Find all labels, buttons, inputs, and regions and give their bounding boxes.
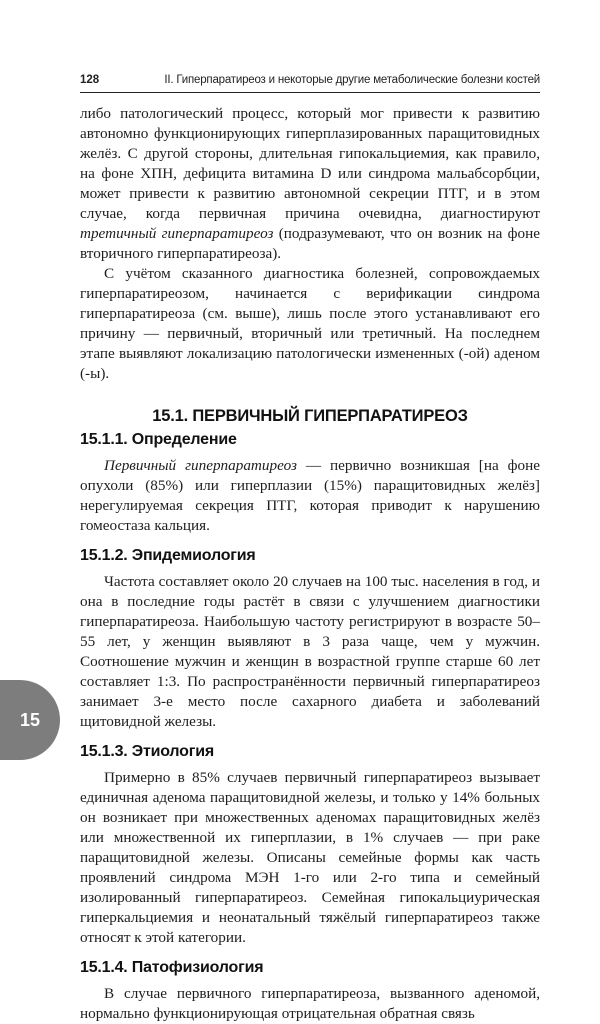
section-title: 15.1. ПЕРВИЧНЫЙ ГИПЕРПАРАТИРЕОЗ (152, 407, 468, 425)
page-content (80, 104, 540, 1024)
pathophysiology-paragraph: В случае первичного гиперпаратиреоза, вызванного аденомой, нормально функционирующая отрицательная обратная связь (80, 985, 540, 1022)
running-title: II. Гиперпаратиреоз и некоторые другие метаболические болезни костей (164, 74, 540, 86)
definition-term: Первичный гиперпаратиреоз (104, 457, 297, 474)
etiology-paragraph: Примерно в 85% случаев первичный гиперпаратиреоз вызывает единичная аденома паращитовидной железы, и только у 14% больных он возникает при множественных аденомах паращитовидных желёз или множественной их гиперплазии, в 1% случаев — при раке паращитовидной железы. Описаны семейные формы как часть проявлений синдрома МЭН 1-го или 2-го типа и семейный изолированный гиперпаратиреоз. Семейная гипокальциурическая гиперкальциемия и неонатальный тяжёлый гиперпаратиреоз также относят к этой категории. (80, 769, 540, 946)
definition-paragraph (80, 456, 540, 536)
page-number: 128 (80, 74, 100, 86)
intro-emphasis: третичный гиперпаратиреоз (80, 225, 274, 242)
chapter-tab (0, 680, 60, 760)
chapter-tab-number: 15 (19, 709, 41, 730)
definition-heading: 15.1.1. Определение (80, 431, 237, 448)
epidemiology-paragraph: Частота составляет около 20 случаев на 100 тыс. населения в год, и она в последние годы растёт в связи с улучшением диагностики гиперпаратиреоза. Наибольшую частоту регистрируют в возрасте 50–55 лет, у женщин выявляют в 3 раза чаще, чем у мужчин. Соотношение мужчин и женщин в возрастной группе старше 60 лет составляет 1:3. По распространённости первичный гиперпаратиреоз занимает 3-е место после сахарного диабета и заболеваний щитовидной железы. (80, 573, 540, 730)
running-header (80, 70, 540, 93)
intro-paragraph-2: С учётом сказанного диагностика болезней, сопровождаемых гиперпаратиреозом, начинается с верификации синдрома гиперпаратиреоза (см. выше), лишь после этого устанавливают его причину — первичный, вторичный или третичный. На последнем этапе выявляют локализацию патологически измененных (-ой) аденом (-ы). (80, 265, 540, 382)
pathophysiology-heading: 15.1.4. Патофизиология (80, 959, 264, 976)
etiology-heading: 15.1.3. Этиология (80, 743, 214, 760)
intro-paragraph-1 (80, 104, 540, 264)
intro-text-end: (подразумевают, что он возник на фоне вторичного гиперпаратиреоза). (80, 225, 540, 262)
definition-text: — первично возникшая [на фоне опухоли (85%) или гиперплазии (15%) паращитовидных желёз] нерегулируемая секреция ПТГ, которая приводит к нарушению гомеостаза кальция. (80, 457, 540, 534)
epidemiology-heading: 15.1.2. Эпидемиология (80, 547, 256, 564)
intro-text: либо патологический процесс, который мог привести к развитию автономно функционирующих гиперплазированных паращитовидных желёз. С другой стороны, длительная гипокальциемия, как правило, на фоне ХПН, дефицита витамина D или синдрома мальабсорбции, может привести к развитию автономной секреции ПТГ, и в этом случае, когда первичная причина очевидна, диагностируют (80, 105, 540, 222)
